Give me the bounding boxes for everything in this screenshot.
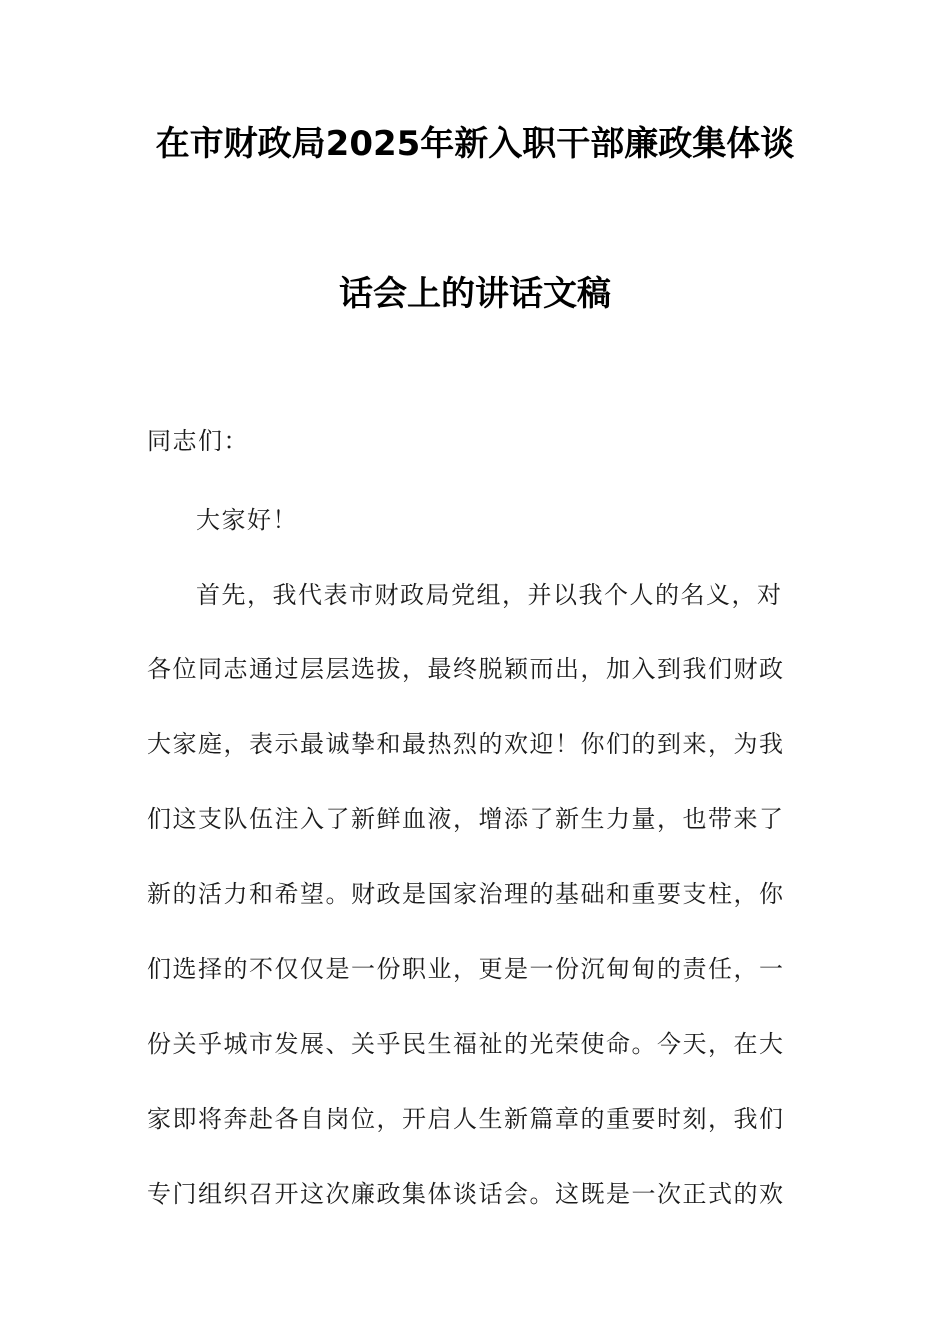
paragraph-line: 们选择的不仅仅是一份职业，更是一份沉甸甸的责任，一 — [147, 955, 785, 983]
paragraph-line: 份关乎城市发展、关乎民生福祉的光荣使命。今天，在大 — [147, 1030, 785, 1058]
salutation: 同志们： — [147, 427, 249, 455]
paragraph-line: 新的活力和希望。财政是国家治理的基础和重要支柱，你 — [147, 880, 785, 908]
document-title-line-2: 话会上的讲话文稿 — [339, 274, 611, 314]
paragraph-line: 专门组织召开这次廉政集体谈话会。这既是一次正式的欢 — [147, 1180, 785, 1208]
paragraph-line: 大家庭，表示最诚挚和最热烈的欢迎！你们的到来，为我 — [147, 730, 785, 758]
paragraph-line: 各位同志通过层层选拔，最终脱颖而出，加入到我们财政 — [147, 655, 785, 683]
paragraph-line: 家即将奔赴各自岗位，开启人生新篇章的重要时刻，我们 — [147, 1105, 785, 1133]
paragraph-line: 们这支队伍注入了新鲜血液，增添了新生力量，也带来了 — [147, 805, 785, 833]
greeting: 大家好！ — [196, 506, 298, 534]
document-title-line-1: 在市财政局2025年新入职干部廉政集体谈 — [155, 124, 795, 164]
paragraph-line: 首先，我代表市财政局党组，并以我个人的名义，对 — [196, 581, 783, 609]
